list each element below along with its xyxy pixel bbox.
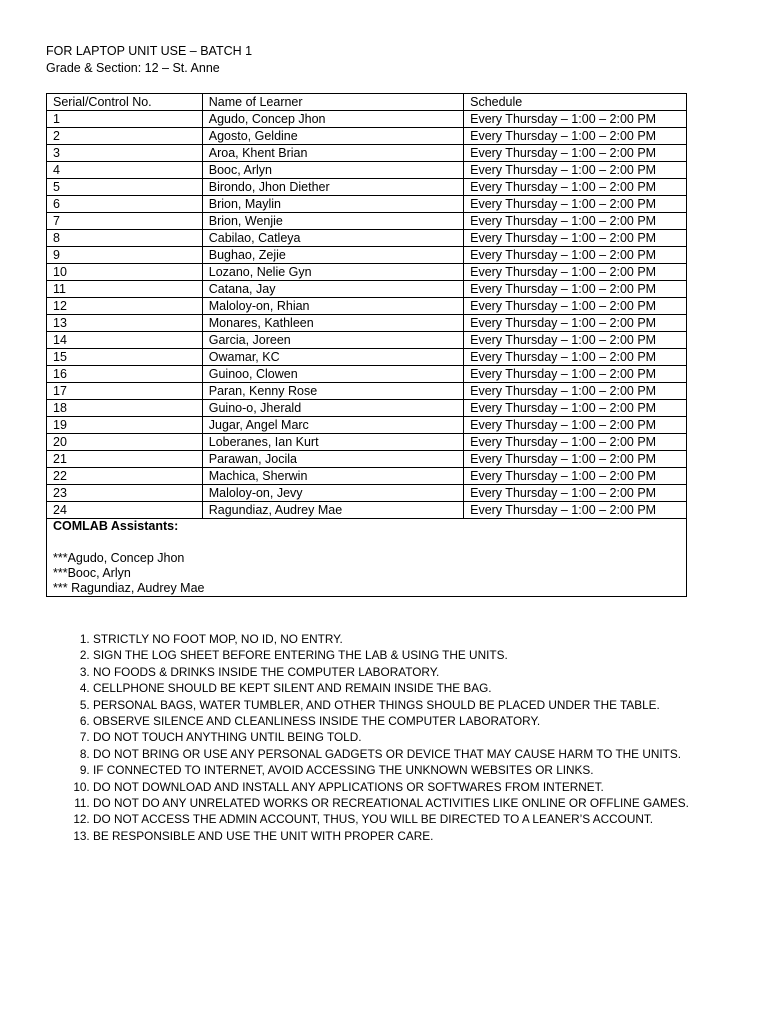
schedule-cell: Every Thursday – 1:00 – 2:00 PM <box>464 196 687 213</box>
assistants-spacer <box>53 534 680 551</box>
assistants-cell <box>47 519 687 597</box>
schedule-cell: Every Thursday – 1:00 – 2:00 PM <box>464 434 687 451</box>
table-row <box>47 485 687 502</box>
schedule-cell: Every Thursday – 1:00 – 2:00 PM <box>464 162 687 179</box>
schedule-cell: Every Thursday – 1:00 – 2:00 PM <box>464 298 687 315</box>
serial-cell: 19 <box>47 417 203 434</box>
table-row <box>47 128 687 145</box>
schedule-cell: Every Thursday – 1:00 – 2:00 PM <box>464 264 687 281</box>
serial-cell: 22 <box>47 468 203 485</box>
learners-table <box>46 93 687 597</box>
serial-cell: 7 <box>47 213 203 230</box>
schedule-cell: Every Thursday – 1:00 – 2:00 PM <box>464 315 687 332</box>
document-header <box>46 43 252 77</box>
rule-item: 6. OBSERVE SILENCE AND CLEANLINESS INSIDE THE COMPUTER LABORATORY. <box>93 713 753 729</box>
serial-cell: 23 <box>47 485 203 502</box>
schedule-cell: Every Thursday – 1:00 – 2:00 PM <box>464 366 687 383</box>
serial-cell: 5 <box>47 179 203 196</box>
schedule-cell: Every Thursday – 1:00 – 2:00 PM <box>464 145 687 162</box>
learner-name-cell: Catana, Jay <box>202 281 463 298</box>
serial-cell: 18 <box>47 400 203 417</box>
rule-item: 8. DO NOT BRING OR USE ANY PERSONAL GADGETS OR DEVICE THAT MAY CAUSE HARM TO THE UNITS. <box>93 746 753 762</box>
table-row <box>47 451 687 468</box>
schedule-cell: Every Thursday – 1:00 – 2:00 PM <box>464 128 687 145</box>
assistant-name: *** Ragundiaz, Audrey Mae <box>53 580 205 595</box>
learner-name-cell: Guino-o, Jherald <box>202 400 463 417</box>
schedule-cell: Every Thursday – 1:00 – 2:00 PM <box>464 332 687 349</box>
table-row <box>47 315 687 332</box>
serial-cell: 11 <box>47 281 203 298</box>
learner-name-cell: Aroa, Khent Brian <box>202 145 463 162</box>
schedule-cell: Every Thursday – 1:00 – 2:00 PM <box>464 417 687 434</box>
learner-name-cell: Booc, Arlyn <box>202 162 463 179</box>
learner-name-cell: Brion, Wenjie <box>202 213 463 230</box>
table-row <box>47 502 687 519</box>
serial-cell: 20 <box>47 434 203 451</box>
serial-cell: 12 <box>47 298 203 315</box>
learner-name-cell: Lozano, Nelie Gyn <box>202 264 463 281</box>
serial-cell: 8 <box>47 230 203 247</box>
table-row <box>47 281 687 298</box>
schedule-cell: Every Thursday – 1:00 – 2:00 PM <box>464 247 687 264</box>
serial-cell: 3 <box>47 145 203 162</box>
learner-name-cell: Machica, Sherwin <box>202 468 463 485</box>
learner-name-cell: Monares, Kathleen <box>202 315 463 332</box>
table-row <box>47 162 687 179</box>
table-row <box>47 179 687 196</box>
rule-item: 2. SIGN THE LOG SHEET BEFORE ENTERING THE LAB & USING THE UNITS. <box>93 647 753 663</box>
column-header-name: Name of Learner <box>202 94 463 111</box>
schedule-cell: Every Thursday – 1:00 – 2:00 PM <box>464 400 687 417</box>
table-row <box>47 366 687 383</box>
learner-name-cell: Cabilao, Catleya <box>202 230 463 247</box>
table-row <box>47 213 687 230</box>
table-row <box>47 111 687 128</box>
grade-section: Grade & Section: 12 – St. Anne <box>46 61 220 75</box>
schedule-cell: Every Thursday – 1:00 – 2:00 PM <box>464 230 687 247</box>
rule-item: 3. NO FOODS & DRINKS INSIDE THE COMPUTER LABORATORY. <box>93 664 753 680</box>
learner-name-cell: Ragundiaz, Audrey Mae <box>202 502 463 519</box>
table-header-row <box>47 94 687 111</box>
serial-cell: 4 <box>47 162 203 179</box>
serial-cell: 15 <box>47 349 203 366</box>
schedule-cell: Every Thursday – 1:00 – 2:00 PM <box>464 281 687 298</box>
serial-cell: 21 <box>47 451 203 468</box>
schedule-cell: Every Thursday – 1:00 – 2:00 PM <box>464 179 687 196</box>
learner-name-cell: Loberanes, Ian Kurt <box>202 434 463 451</box>
serial-cell: 13 <box>47 315 203 332</box>
rule-item: 13. BE RESPONSIBLE AND USE THE UNIT WITH PROPER CARE. <box>93 828 753 844</box>
learner-name-cell: Owamar, KC <box>202 349 463 366</box>
learner-name-cell: Maloloy-on, Rhian <box>202 298 463 315</box>
learner-name-cell: Paran, Kenny Rose <box>202 383 463 400</box>
serial-cell: 14 <box>47 332 203 349</box>
column-header-serial: Serial/Control No. <box>47 94 203 111</box>
rule-item: 12. DO NOT ACCESS THE ADMIN ACCOUNT, THUS, YOU WILL BE DIRECTED TO A LEANER’S ACCOUNT. <box>93 811 753 827</box>
serial-cell: 17 <box>47 383 203 400</box>
schedule-cell: Every Thursday – 1:00 – 2:00 PM <box>464 349 687 366</box>
table-row <box>47 332 687 349</box>
serial-cell: 2 <box>47 128 203 145</box>
rule-item: 10. DO NOT DOWNLOAD AND INSTALL ANY APPLICATIONS OR SOFTWARES FROM INTERNET. <box>93 779 753 795</box>
schedule-cell: Every Thursday – 1:00 – 2:00 PM <box>464 213 687 230</box>
rule-item: 5. PERSONAL BAGS, WATER TUMBLER, AND OTHER THINGS SHOULD BE PLACED UNDER THE TABLE. <box>93 697 753 713</box>
rule-item: 7. DO NOT TOUCH ANYTHING UNTIL BEING TOLD. <box>93 729 753 745</box>
table-row <box>47 400 687 417</box>
schedule-cell: Every Thursday – 1:00 – 2:00 PM <box>464 111 687 128</box>
table-row <box>47 264 687 281</box>
table-row <box>47 434 687 451</box>
table-row <box>47 349 687 366</box>
learner-name-cell: Maloloy-on, Jevy <box>202 485 463 502</box>
rule-item: 4. CELLPHONE SHOULD BE KEPT SILENT AND REMAIN INSIDE THE BAG. <box>93 680 753 696</box>
schedule-cell: Every Thursday – 1:00 – 2:00 PM <box>464 383 687 400</box>
serial-cell: 16 <box>47 366 203 383</box>
serial-cell: 24 <box>47 502 203 519</box>
learner-name-cell: Garcia, Joreen <box>202 332 463 349</box>
table-row <box>47 247 687 264</box>
learner-name-cell: Jugar, Angel Marc <box>202 417 463 434</box>
learner-name-cell: Brion, Maylin <box>202 196 463 213</box>
learner-name-cell: Birondo, Jhon Diether <box>202 179 463 196</box>
assistants-row <box>47 519 687 597</box>
schedule-cell: Every Thursday – 1:00 – 2:00 PM <box>464 468 687 485</box>
table-row <box>47 145 687 162</box>
learner-name-cell: Agosto, Geldine <box>202 128 463 145</box>
table-row <box>47 417 687 434</box>
table-row <box>47 298 687 315</box>
table-row <box>47 230 687 247</box>
rule-item: 1. STRICTLY NO FOOT MOP, NO ID, NO ENTRY. <box>93 631 753 647</box>
schedule-cell: Every Thursday – 1:00 – 2:00 PM <box>464 451 687 468</box>
column-header-schedule: Schedule <box>464 94 687 111</box>
lab-rules-list <box>46 631 753 844</box>
table-row <box>47 468 687 485</box>
serial-cell: 9 <box>47 247 203 264</box>
learner-name-cell: Guinoo, Clowen <box>202 366 463 383</box>
table-body <box>47 111 687 519</box>
serial-cell: 10 <box>47 264 203 281</box>
assistants-title: COMLAB Assistants: <box>53 519 179 533</box>
serial-cell: 6 <box>47 196 203 213</box>
learner-name-cell: Parawan, Jocila <box>202 451 463 468</box>
learner-name-cell: Bughao, Zejie <box>202 247 463 264</box>
rule-item: 11. DO NOT DO ANY UNRELATED WORKS OR RECREATIONAL ACTIVITIES LIKE ONLINE OR OFFLINE GAMES. <box>93 795 753 811</box>
table-row <box>47 383 687 400</box>
table-row <box>47 196 687 213</box>
schedule-cell: Every Thursday – 1:00 – 2:00 PM <box>464 485 687 502</box>
serial-cell: 1 <box>47 111 203 128</box>
assistant-name: ***Booc, Arlyn <box>53 565 131 580</box>
rule-item: 9. IF CONNECTED TO INTERNET, AVOID ACCESSING THE UNKNOWN WEBSITES OR LINKS. <box>93 762 753 778</box>
schedule-cell: Every Thursday – 1:00 – 2:00 PM <box>464 502 687 519</box>
learner-name-cell: Agudo, Concep Jhon <box>202 111 463 128</box>
assistant-name: ***Agudo, Concep Jhon <box>53 550 185 565</box>
document-title: FOR LAPTOP UNIT USE – BATCH 1 <box>46 44 253 58</box>
